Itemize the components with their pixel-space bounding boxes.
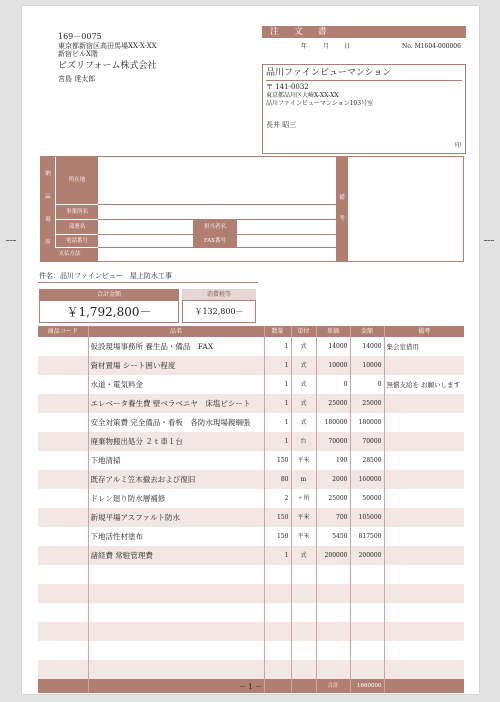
table-row [38,470,464,489]
empty-cell [38,641,88,660]
cell-code [38,527,88,546]
row-divider-3 [98,234,336,235]
delivery-side-char-4: 所 [45,240,51,246]
empty-cell [264,622,291,641]
cell-unit: 式 [291,413,316,432]
manager-label: 担当者名 [203,223,226,230]
empty-cell [316,603,350,622]
recipient-box [262,64,466,154]
cell-amount: 105000 [350,508,384,527]
cell-code [38,413,88,432]
payment-label-cell [41,248,98,261]
empty-cell [38,584,88,603]
cell-name: 下地清掃 [88,451,264,470]
cell-price: 0 [316,375,350,394]
cell-code [38,356,88,375]
empty-cell [88,584,264,603]
empty-cell [384,603,464,622]
total-amount-value: ￥1,792,800－ [66,305,152,319]
cell-qty: 1 [264,432,291,451]
cell-amount: 10000 [350,356,384,375]
cell-code [38,489,88,508]
cell-unit: 平米 [291,527,316,546]
empty-cell [291,660,316,679]
cell-name: 安全対策費 完全備品・看板 各防水現場親綱張 [88,413,264,432]
cell-price: 190 [316,451,350,470]
table-row [38,546,464,565]
empty-cell [38,622,88,641]
cell-price: 14000 [316,337,350,356]
cell-code [38,432,88,451]
sender-address-2: 新宿ビルX階 [58,50,98,58]
order-title: 注 文 書 [262,26,466,38]
cell-name: 水道・電気料金 [88,375,264,394]
location-label: 所在地 [68,177,86,183]
empty-cell [38,660,88,679]
empty-cell [384,641,464,660]
line-items-table [38,326,464,693]
cell-price: 25000 [316,394,350,413]
cell-note [384,546,464,565]
cell-note [384,508,464,527]
table-row-empty [38,584,464,603]
table-row [38,432,464,451]
empty-cell [291,622,316,641]
dept-label: 部署名 [68,223,86,230]
subject-line: 件名：品川ファインビュー 屋上防水工事 [39,272,172,280]
recipient-name: 品川ファインビューマンション [266,68,392,78]
cell-name: 資材置場 シート囲い程度 [88,356,264,375]
cell-unit: 式 [291,375,316,394]
empty-cell [350,565,384,584]
cell-note [384,394,464,413]
cell-unit: 式 [291,337,316,356]
location-label-cell [56,157,98,204]
delivery-info-block [40,156,464,262]
order-document-page [22,6,479,694]
empty-cell [316,622,350,641]
sender-company: ビズリフォーム株式会社 [58,61,157,71]
order-date-month: 月 [323,43,330,50]
cell-price: 200000 [316,546,350,565]
empty-cell [264,565,291,584]
empty-cell [264,584,291,603]
cell-amount: 50000 [350,489,384,508]
header-amount: 金額 [350,326,384,337]
order-number: No. M1604-000006 [402,43,461,50]
fax-label-cell [193,235,237,247]
subject-underline [38,282,258,283]
delivery-side-char-2: 品 [45,194,51,200]
cell-amount: 14000 [350,337,384,356]
row-divider-2 [98,219,336,220]
table-row [38,413,464,432]
payment-label: 支払方法 [58,251,81,257]
manager-label-cell [193,220,237,234]
cell-unit: 台 [291,432,316,451]
tax-value: ￥132,800－ [194,307,244,316]
cell-name: 新規平場アスファルト防水 [88,508,264,527]
cell-qty: 2 [264,489,291,508]
sender-block [58,32,157,83]
cell-amount: 70000 [350,432,384,451]
delivery-side-char-1: 納 [45,171,51,177]
header-note: 備考 [384,326,464,337]
cell-unit: ヶ所 [291,489,316,508]
cell-unit: 平米 [291,508,316,527]
recipient-address-2: 品川ファインビューマンション103号室 [266,100,374,107]
cell-qty: 80 [264,470,291,489]
cell-qty: 1 [264,356,291,375]
cell-price: 5450 [316,527,350,546]
phone-label-cell [56,235,98,247]
empty-cell [38,603,88,622]
cell-code [38,394,88,413]
cell-qty: 1 [264,337,291,356]
empty-cell [291,584,316,603]
table-row [38,451,464,470]
cell-qty: 1 [264,394,291,413]
empty-cell [291,641,316,660]
fax-label: FAX番号 [203,237,227,244]
cell-code [38,470,88,489]
footer-total-label: 合計 [316,679,350,693]
cell-note [384,470,464,489]
cell-name: 下地活性材塗布 [88,527,264,546]
order-date-year: 年 [301,43,308,50]
empty-cell [88,622,264,641]
table-row [38,375,464,394]
empty-cell [350,622,384,641]
remarks-char-1: 備 [339,195,345,201]
cell-note [384,489,464,508]
cell-note [384,432,464,451]
table-row-empty [38,565,464,584]
table-row [38,394,464,413]
empty-cell [264,603,291,622]
office-label-cell [56,205,98,219]
empty-cell [350,641,384,660]
cell-name: 仮設現場事務所 養生品・備品 FAX [88,337,264,356]
empty-cell [350,660,384,679]
remarks-label-cell [336,157,348,261]
phone-label: 電話番号 [65,237,88,244]
cell-name: 既存アルミ笠木撤去および復旧 [88,470,264,489]
cell-note [384,527,464,546]
cell-code [38,337,88,356]
table-row [38,356,464,375]
cell-amount: 180000 [350,413,384,432]
empty-cell [350,603,384,622]
delivery-side-label [41,157,55,261]
cell-unit: 式 [291,394,316,413]
page-number: － 1 － [239,683,262,691]
cell-name: 廃棄物搬出処分 ２ｔ車１台 [88,432,264,451]
table-row-empty [38,622,464,641]
recipient-postal: 〒 141-0032 [266,83,309,91]
empty-cell [384,660,464,679]
footer-total-value: 1660000 [350,679,384,693]
order-date-day: 日 [344,43,351,50]
recipient-name-underline [266,80,462,81]
cell-name: ドレン廻り防水層補修 [88,489,264,508]
cell-price: 10000 [316,356,350,375]
cell-amount: 0 [350,375,384,394]
empty-cell [291,565,316,584]
cell-price: 25000 [316,489,350,508]
cell-code [38,375,88,394]
sender-person: 宮島 達太郎 [58,75,96,83]
row-divider-4 [98,247,336,248]
tax-label: 消費税等 [182,289,256,300]
empty-cell [350,584,384,603]
cell-unit: 式 [291,356,316,375]
cell-note [384,413,464,432]
cell-name: 諸経費 常駐管理費 [88,546,264,565]
table-row-empty [38,603,464,622]
total-amount-label: 合計金額 [39,289,179,300]
empty-cell [291,603,316,622]
table-row-empty [38,641,464,660]
header-price: 単価 [316,326,350,337]
cell-code [38,546,88,565]
row-divider-1 [98,204,336,205]
empty-cell [316,660,350,679]
empty-cell [316,565,350,584]
table-row [38,337,464,356]
office-label: 事業所名 [65,208,88,215]
empty-cell [88,565,264,584]
table-row-empty [38,660,464,679]
header-qty: 数量 [264,326,291,337]
empty-cell [384,622,464,641]
cell-qty: 1 [264,375,291,394]
total-amount-box [39,300,179,323]
dept-label-cell [56,220,98,234]
empty-cell [88,641,264,660]
cell-qty: 150 [264,508,291,527]
cell-qty: 150 [264,527,291,546]
empty-cell [316,641,350,660]
cell-qty: 1 [264,413,291,432]
cell-price: 700 [316,508,350,527]
empty-cell [384,584,464,603]
header-code: 商品コード [38,326,88,337]
remarks-char-2: 考 [339,216,345,222]
empty-cell [264,641,291,660]
cell-qty: 1 [264,546,291,565]
cell-note: 集会室借用 [384,337,464,356]
cell-note [384,451,464,470]
fold-mark-right [484,240,494,241]
empty-cell [264,660,291,679]
empty-cell [384,565,464,584]
cell-unit: 平米 [291,451,316,470]
cell-qty: 150 [264,451,291,470]
cell-code [38,451,88,470]
cell-note: 無償支給を お願いします [384,375,464,394]
header-name: 品名 [88,326,264,337]
cell-unit: 式 [291,546,316,565]
empty-cell [88,660,264,679]
sender-address-1: 東京都新宿区高田馬場XX-X-XX [58,42,157,50]
empty-cell [88,603,264,622]
empty-cell [38,565,88,584]
recipient-person: 長井 昭三 [266,121,297,129]
table-row [38,508,464,527]
delivery-side-char-3: 場 [45,217,51,223]
recipient-seal: 印 [455,142,462,149]
cell-note [384,356,464,375]
cell-price: 180000 [316,413,350,432]
fold-mark-left [6,240,16,241]
header-unit: 単位 [291,326,316,337]
cell-amount: 817500 [350,527,384,546]
table-row [38,527,464,546]
sender-postal: 169－0075 [58,32,102,41]
tax-box [182,300,256,323]
recipient-address-1: 東京都品川区大崎X-XX-XX [266,92,339,99]
cell-amount: 25000 [350,394,384,413]
cell-price: 2000 [316,470,350,489]
cell-name: エレベータ養生費 壁ベラベニヤ 床塩ビシート [88,394,264,413]
table-header-row [38,326,464,337]
empty-cell [316,584,350,603]
cell-amount: 200000 [350,546,384,565]
table-row [38,489,464,508]
cell-amount: 160000 [350,470,384,489]
cell-price: 70000 [316,432,350,451]
cell-code [38,508,88,527]
cell-amount: 28500 [350,451,384,470]
cell-unit: m [291,470,316,489]
